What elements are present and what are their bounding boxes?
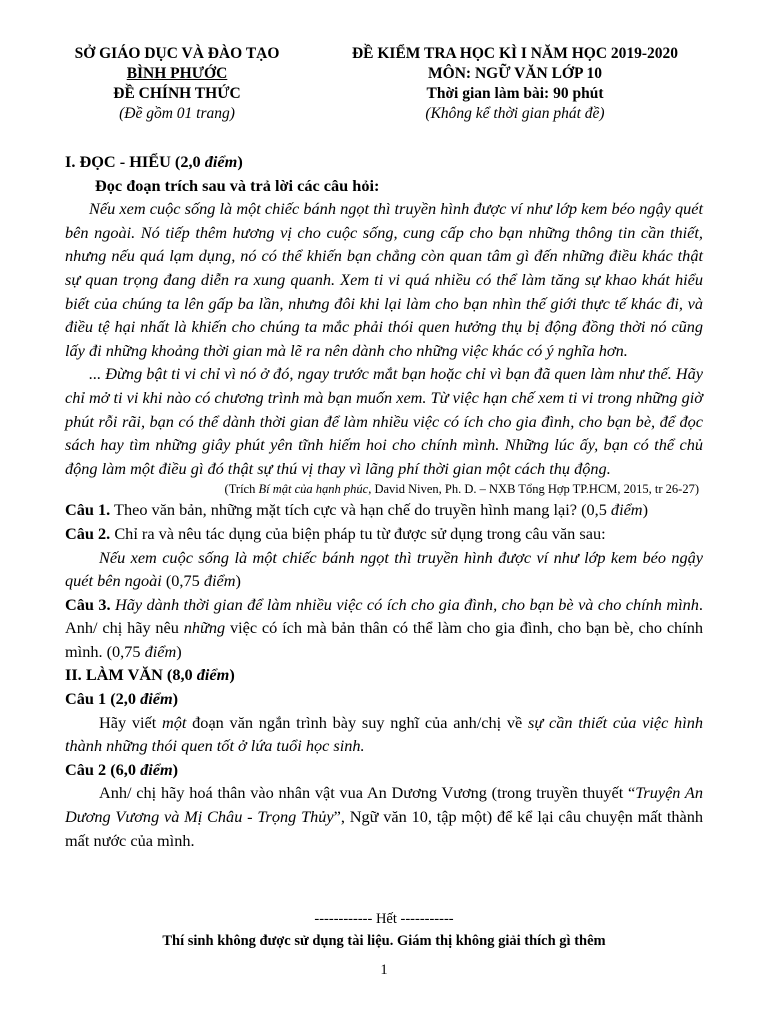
department-name: SỞ GIÁO DỤC VÀ ĐÀO TẠO bbox=[74, 45, 280, 62]
passage-source: (Trích Bí mật của hạnh phúc, David Niven, Ph. D. – NXB Tổng Hợp TP.HCM, 2015, tr 26-27) bbox=[224, 482, 699, 497]
question-1: Câu 1. Theo văn bản, những mặt tích cực và hạn chế do truyền hình mang lại? (0,5 điểm) bbox=[65, 500, 648, 520]
province-name: BÌNH PHƯỚC bbox=[126, 65, 228, 82]
question-2: Câu 2. Chỉ ra và nêu tác dụng của biện pháp tu từ được sử dụng trong câu văn sau: bbox=[65, 523, 606, 543]
reading-instruction: Đọc đoạn trích sau và trả lời các câu hỏi: bbox=[95, 175, 380, 195]
header-left bbox=[52, 44, 302, 124]
subject-line: MÔN: NGỮ VĂN LỚP 10 bbox=[428, 65, 602, 82]
end-marker: ------------ Hết ----------- bbox=[314, 911, 454, 927]
header-right bbox=[325, 44, 705, 124]
essay-1-heading: Câu 1 (2,0 điểm) bbox=[65, 689, 179, 709]
page-number: 1 bbox=[380, 962, 388, 978]
exam-footer bbox=[0, 908, 768, 952]
essay-2-heading: Câu 2 (6,0 điểm) bbox=[65, 759, 179, 779]
candidate-notice: Thí sinh không được sử dụng tài liệu. Giám thị không giải thích gì thêm bbox=[162, 933, 606, 949]
passage-paragraph-2: ... Đừng bật ti vi chỉ vì nó ở đó, ngay trước mắt bạn hoặc chỉ vì bạn đã quen làm như thế. Hãy chỉ mở ti vi khi nào có chương trình mà bạn muốn xem. Từ việc hạn chế xem ti vi trong những giờ phút rỗi rãi, bạn có thể dành thời gian để làm nhiều việc có ích cho gia đình, cho bạn bè, để đọc sách hay tìm những giây phút yên tĩnh hiếm hoi cho chính mình. Những lúc ấy, bạn có thể chủ động làm một điều gì đó thật sự thú vị thay vì lãng phí thời gian một cách thụ động. bbox=[65, 364, 703, 478]
page-count-note: (Đề gồm 01 trang) bbox=[119, 105, 235, 122]
question-3: Câu 3. Hãy dành thời gian để làm nhiều việc có ích cho gia đình, cho bạn bè và cho chính mình. Anh/ chị hãy nêu những việc có ích mà bản thân có thể làm cho gia đình, cho bạn bè, cho chính mình. (0,75 điểm) bbox=[65, 594, 703, 661]
passage-paragraph-1: Nếu xem cuộc sống là một chiếc bánh ngọt thì truyền hình được ví như lớp kem béo ngậy quét bên ngoài. Nó tiếp thêm hương vị cho cuộc sống, cung cấp cho bạn những thông tin cần thiết, nhưng nếu quá lạm dụng, nó có thể khiến bạn chẳng còn quan tâm gì đến những điều khác thật sự quan trọng đang diễn ra xung quanh. Xem ti vi quá nhiều có thể làm tăng sự khao khát hiểu biết của chúng ta lên gấp ba lần, nhưng đôi khi lại làm cho bạn nhìn thế giới thực tế khác đi, và điều tệ hại nhất là khiến cho chúng ta mắc phải thói quen hưởng thụ bị động đồng thời nó cũng lấy đi những khoảng thời gian mà lẽ ra nên dành cho những việc khác có ý nghĩa hơn. bbox=[65, 199, 703, 360]
time-limit: Thời gian làm bài: 90 phút bbox=[426, 85, 604, 102]
time-note: (Không kể thời gian phát đề) bbox=[425, 105, 605, 122]
exam-title: ĐỀ KIỂM TRA HỌC KÌ I NĂM HỌC 2019-2020 bbox=[351, 45, 679, 62]
exam-body bbox=[65, 150, 703, 852]
essay-2-prompt: Anh/ chị hãy hoá thân vào nhân vật vua An Dương Vương (trong truyền thuyết “Truyện An Dương Vương và Mị Châu - Trọng Thủy”, Ngữ văn 10, tập một) để kể lại câu chuyện mất thành mất nước của mình. bbox=[65, 783, 703, 850]
part2-heading: II. LÀM VĂN (8,0 điểm) bbox=[65, 665, 235, 685]
question-2-quote: Nếu xem cuộc sống là một chiếc bánh ngọt thì truyền hình được ví như lớp kem béo ngậy quét bên ngoài (0,75 điểm) bbox=[65, 547, 703, 591]
essay-1-prompt: Hãy viết một đoạn văn ngắn trình bày suy nghĩ của anh/chị về sự cần thiết của việc hình thành những thói quen tốt ở lứa tuổi học sinh. bbox=[65, 712, 703, 756]
part1-heading: I. ĐỌC - HIỂU (2,0 điểm) bbox=[65, 152, 243, 171]
official-label: ĐỀ CHÍNH THỨC bbox=[113, 85, 241, 102]
